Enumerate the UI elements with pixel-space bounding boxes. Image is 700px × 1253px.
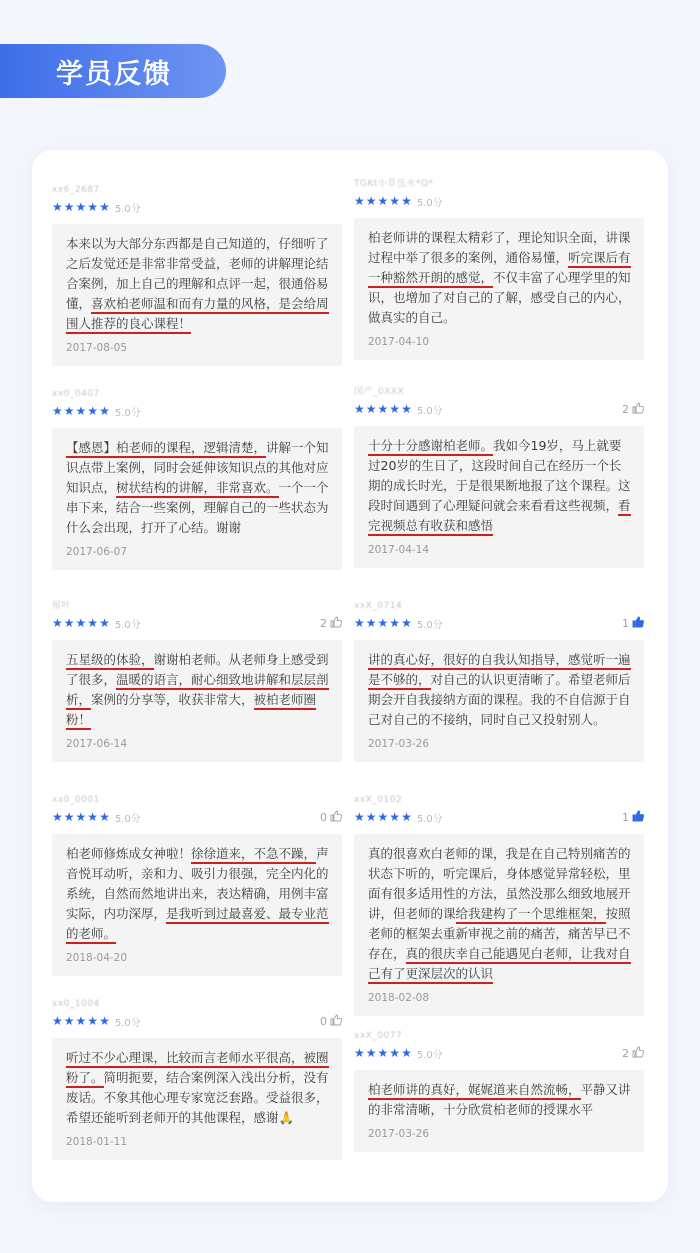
- star-icon: ★: [99, 1014, 111, 1028]
- review-card: [354, 1030, 644, 1152]
- review-bubble: [52, 1038, 342, 1160]
- star-icon: ★: [87, 810, 100, 824]
- like-count: 2: [320, 616, 327, 630]
- reviewer-name: xx0_0001: [52, 795, 100, 805]
- star-icon: ★: [365, 1046, 378, 1060]
- star-icon: ★: [75, 200, 88, 214]
- star-icon: ★: [52, 200, 64, 214]
- star-icon: ★: [99, 404, 111, 418]
- highlighted-text: 看完视频总有收获和感悟: [368, 498, 631, 536]
- highlighted-text: 十分十分感谢柏老师。: [368, 438, 493, 456]
- text-segment: 不仅丰富了心理学里的知识，也增加了对自己的了解，感受自己的内心，做真实的自己。: [368, 270, 631, 325]
- like-count: 0: [320, 1014, 327, 1028]
- star-icon: ★: [52, 1014, 64, 1028]
- review-date: 2017-03-26: [368, 738, 430, 750]
- reviewer-name: xx0_1004: [52, 999, 100, 1009]
- rating-score: 5.0分: [114, 1017, 141, 1029]
- like-button[interactable]: [320, 616, 342, 631]
- star-icon: ★: [354, 194, 366, 208]
- review-date: 2017-06-07: [66, 546, 128, 558]
- highlighted-text: 树状结构的讲解，非常喜欢。: [116, 480, 279, 498]
- highlighted-text: 温暖的语言，耐心细致地讲解和层层剖析，: [66, 672, 329, 710]
- star-icon: ★: [354, 1046, 366, 1060]
- star-icon: ★: [52, 616, 64, 630]
- review-text: [368, 650, 632, 730]
- rating-score: 5.0分: [416, 197, 443, 209]
- review-card: [52, 794, 342, 976]
- review-bubble: [52, 834, 342, 976]
- star-icon: ★: [354, 402, 366, 416]
- review-date: 2018-04-20: [66, 952, 128, 964]
- review-text: [368, 436, 632, 536]
- star-rating: [52, 810, 111, 824]
- like-button[interactable]: [622, 616, 644, 631]
- rating-row: [354, 1044, 644, 1062]
- star-icon: ★: [87, 1014, 100, 1028]
- star-icon: ★: [87, 200, 100, 214]
- review-text: [368, 228, 632, 328]
- star-icon: ★: [401, 1046, 413, 1060]
- rating-score: 5.0分: [114, 619, 141, 631]
- star-icon: ★: [389, 402, 402, 416]
- star-rating: [354, 194, 413, 208]
- star-rating: [354, 402, 413, 416]
- review-date: 2017-06-14: [66, 738, 128, 750]
- review-text: [368, 844, 632, 984]
- rating-row: [52, 808, 342, 826]
- like-button[interactable]: [320, 810, 342, 825]
- text-segment: 真的很喜欢白老师的课，我是在自己特别痛苦的状态下听的，听完课后，身体感觉异常轻松，里面有很多适用性的方法，虽然没那么细致地展开讲，但老师的课: [368, 846, 631, 921]
- review-bubble: [354, 834, 644, 1016]
- review-card: [354, 178, 644, 360]
- star-icon: ★: [63, 200, 76, 214]
- reviewer-name: TGKt小草伍水*Q*: [354, 179, 434, 189]
- review-text: [66, 650, 330, 730]
- review-date: 2018-01-11: [66, 1136, 128, 1148]
- star-icon: ★: [389, 194, 402, 208]
- review-text: [66, 438, 330, 538]
- review-date: 2017-04-14: [368, 544, 430, 556]
- star-icon: ★: [365, 194, 378, 208]
- reviewer-name: 国产_0XXX: [354, 387, 405, 397]
- thumbs-up-icon: [632, 1046, 644, 1061]
- like-count: 2: [622, 1046, 629, 1060]
- text-segment: 简明扼要，结合案例深入浅出分析，没有废话。不象其他心理专家宽泛套路。受益很多，希望还能听到老师开的其他课程，感谢🙏: [66, 1070, 329, 1125]
- highlighted-text: 【感恩】柏老师的课程，逻辑清楚，: [66, 440, 266, 458]
- highlighted-text: 听完课后有一种豁然开朗的感觉，: [368, 250, 631, 288]
- text-segment: 平静又讲的非常清晰，十分欣赏柏老师的授课水平: [368, 1082, 631, 1117]
- review-date: 2017-03-26: [368, 1128, 430, 1140]
- star-icon: ★: [401, 402, 413, 416]
- thumbs-up-icon: [330, 1014, 342, 1029]
- star-icon: ★: [75, 616, 88, 630]
- star-icon: ★: [87, 616, 100, 630]
- text-segment: 柏老师讲的课程太精彩了，理论知识全面，讲课过程中举了很多的案例，通俗易懂，: [368, 230, 631, 265]
- rating-score: 5.0分: [114, 407, 141, 419]
- rating-score: 5.0分: [416, 1049, 443, 1061]
- highlighted-text: 喜欢柏老师温和而有力量的风格，是会给周围人推荐的良心课程！: [66, 296, 329, 334]
- text-segment: 讲解一个知识点带上案例，同时会延伸该知识点的其他对应知识点，: [66, 440, 329, 495]
- text-segment: 对自己的认识更清晰了。希望老师后期会开自我接纳方面的课程。我的不自信源于自己对自己的不接纳，同时自己又投射别人。: [368, 672, 631, 727]
- text-segment: 谢谢柏老师。从老师身上感受到了很多，: [66, 652, 329, 687]
- review-card: [354, 600, 644, 762]
- thumbs-up-icon: [632, 402, 644, 417]
- reviewer-name: xx0_0407: [52, 389, 100, 399]
- star-icon: ★: [75, 1014, 88, 1028]
- rating-row: [52, 614, 342, 632]
- highlighted-text: 给我建构了一个思维框架，: [456, 906, 606, 924]
- thumbs-up-icon: [330, 616, 342, 631]
- text-segment: 我如今19岁，马上就要过20岁的生日了，这段时间自己在经历一个长期的成长时光，于是很果断地报了这个课程。这段时间遇到了心理疑问就会来看看这些视频，: [368, 438, 631, 513]
- star-icon: ★: [63, 404, 76, 418]
- review-card: [52, 388, 342, 570]
- review-date: 2018-02-08: [368, 992, 430, 1004]
- reviewer-name: xxX_0714: [354, 601, 403, 611]
- reviewer-name: xx6_2687: [52, 185, 100, 195]
- star-icon: ★: [389, 1046, 402, 1060]
- review-text: [66, 234, 330, 334]
- highlighted-text: 五星级的体验，: [66, 652, 154, 670]
- like-count: 0: [320, 810, 327, 824]
- feedback-panel: [32, 150, 668, 1202]
- review-bubble: [354, 218, 644, 360]
- thumbs-up-icon: [632, 810, 644, 825]
- thumbs-up-icon: [330, 810, 342, 825]
- star-icon: ★: [99, 810, 111, 824]
- review-card: [52, 184, 342, 366]
- star-icon: ★: [75, 810, 88, 824]
- star-rating: [354, 1046, 413, 1060]
- reviewer-name: xxX_0077: [354, 1031, 403, 1041]
- like-button[interactable]: [320, 1014, 342, 1029]
- highlighted-text: 是我听到过最喜爱、最专业范的老师。: [66, 906, 329, 944]
- reviewer-name: 屋叶: [52, 601, 72, 611]
- like-count: 1: [622, 810, 629, 824]
- review-date: 2017-04-10: [368, 336, 430, 348]
- rating-row: [52, 198, 342, 216]
- star-icon: ★: [365, 616, 378, 630]
- star-icon: ★: [365, 810, 378, 824]
- thumbs-up-icon: [632, 616, 644, 631]
- review-bubble: [354, 426, 644, 568]
- highlighted-text: 徐徐道来，不急不躁，: [191, 846, 316, 864]
- text-segment: 柏老师修炼成女神啦！: [66, 846, 192, 861]
- star-icon: ★: [377, 616, 390, 630]
- rating-score: 5.0分: [416, 813, 443, 825]
- star-rating: [52, 1014, 111, 1028]
- rating-row: [354, 400, 644, 418]
- review-bubble: [52, 640, 342, 762]
- review-date: 2017-08-05: [66, 342, 128, 354]
- rating-row: [52, 1012, 342, 1030]
- like-button[interactable]: [622, 402, 644, 417]
- highlighted-text: 讲的真心好，很好的自我认知指导，感觉听一遍是不够的，: [368, 652, 631, 690]
- rating-score: 5.0分: [416, 405, 443, 417]
- section-title: 学员反馈: [56, 58, 172, 90]
- star-icon: ★: [52, 810, 64, 824]
- star-icon: ★: [401, 810, 413, 824]
- rating-score: 5.0分: [114, 203, 141, 215]
- rating-score: 5.0分: [416, 619, 443, 631]
- review-bubble: [52, 428, 342, 570]
- star-icon: ★: [354, 616, 366, 630]
- star-icon: ★: [365, 402, 378, 416]
- review-card: [354, 386, 644, 568]
- star-icon: ★: [87, 404, 100, 418]
- highlighted-text: 听过不少心理课，比较而言老师水平很高，被圈粉了。: [66, 1050, 329, 1088]
- star-rating: [52, 200, 111, 214]
- reviewer-name: xxX_0102: [354, 795, 403, 805]
- like-button[interactable]: [622, 810, 644, 825]
- highlighted-text: 被柏老师圈粉！: [66, 692, 316, 730]
- text-segment: 按照老师的框架去重新审视之前的痛苦，痛苦早已不存在，: [368, 906, 631, 961]
- star-icon: ★: [52, 404, 64, 418]
- highlighted-text: 真的很庆幸自己能遇见白老师，让我对自己有了更深层次的认识: [368, 946, 631, 984]
- review-bubble: [52, 224, 342, 366]
- review-card: [354, 794, 644, 1016]
- review-bubble: [354, 1070, 644, 1152]
- text-segment: 本来以为大部分东西都是自己知道的，仔细听了之后发觉还是非常非常受益，老师的讲解理论结合案例，加上自己的理解和点评一起，很通俗易懂，: [66, 236, 329, 311]
- review-bubble: [354, 640, 644, 762]
- rating-row: [354, 808, 644, 826]
- text-segment: 一个一个串下来，结合一些案例，理解自己的一些状态为什么会出现，打开了心结。谢谢: [66, 480, 329, 535]
- star-icon: ★: [63, 616, 76, 630]
- star-icon: ★: [354, 810, 366, 824]
- star-icon: ★: [377, 810, 390, 824]
- star-rating: [52, 404, 111, 418]
- review-text: [66, 844, 330, 944]
- rating-score: 5.0分: [114, 813, 141, 825]
- star-rating: [52, 616, 111, 630]
- rating-row: [354, 192, 644, 210]
- star-icon: ★: [377, 402, 390, 416]
- section-title-banner: [0, 44, 226, 98]
- star-icon: ★: [75, 404, 88, 418]
- highlighted-text: 柏老师讲的真好，娓娓道来自然流畅，: [368, 1082, 581, 1100]
- rating-row: [52, 402, 342, 420]
- star-icon: ★: [377, 1046, 390, 1060]
- star-icon: ★: [377, 194, 390, 208]
- text-segment: 案例的分享等，收获非常大，: [91, 692, 254, 707]
- star-icon: ★: [63, 1014, 76, 1028]
- review-card: [52, 600, 342, 762]
- star-icon: ★: [99, 200, 111, 214]
- like-count: 1: [622, 616, 629, 630]
- review-card: [52, 998, 342, 1160]
- text-segment: 声音悦耳动听，亲和力、吸引力很强，完全内化的系统，自然而然地讲出来，表达精确，用例丰富实际，内功深厚，: [66, 846, 329, 921]
- star-icon: ★: [401, 616, 413, 630]
- review-text: [368, 1080, 632, 1120]
- star-rating: [354, 810, 413, 824]
- star-icon: ★: [389, 810, 402, 824]
- like-count: 2: [622, 402, 629, 416]
- review-text: [66, 1048, 330, 1128]
- star-icon: ★: [389, 616, 402, 630]
- like-button[interactable]: [622, 1046, 644, 1061]
- star-icon: ★: [99, 616, 111, 630]
- star-icon: ★: [401, 194, 413, 208]
- star-rating: [354, 616, 413, 630]
- star-icon: ★: [63, 810, 76, 824]
- rating-row: [354, 614, 644, 632]
